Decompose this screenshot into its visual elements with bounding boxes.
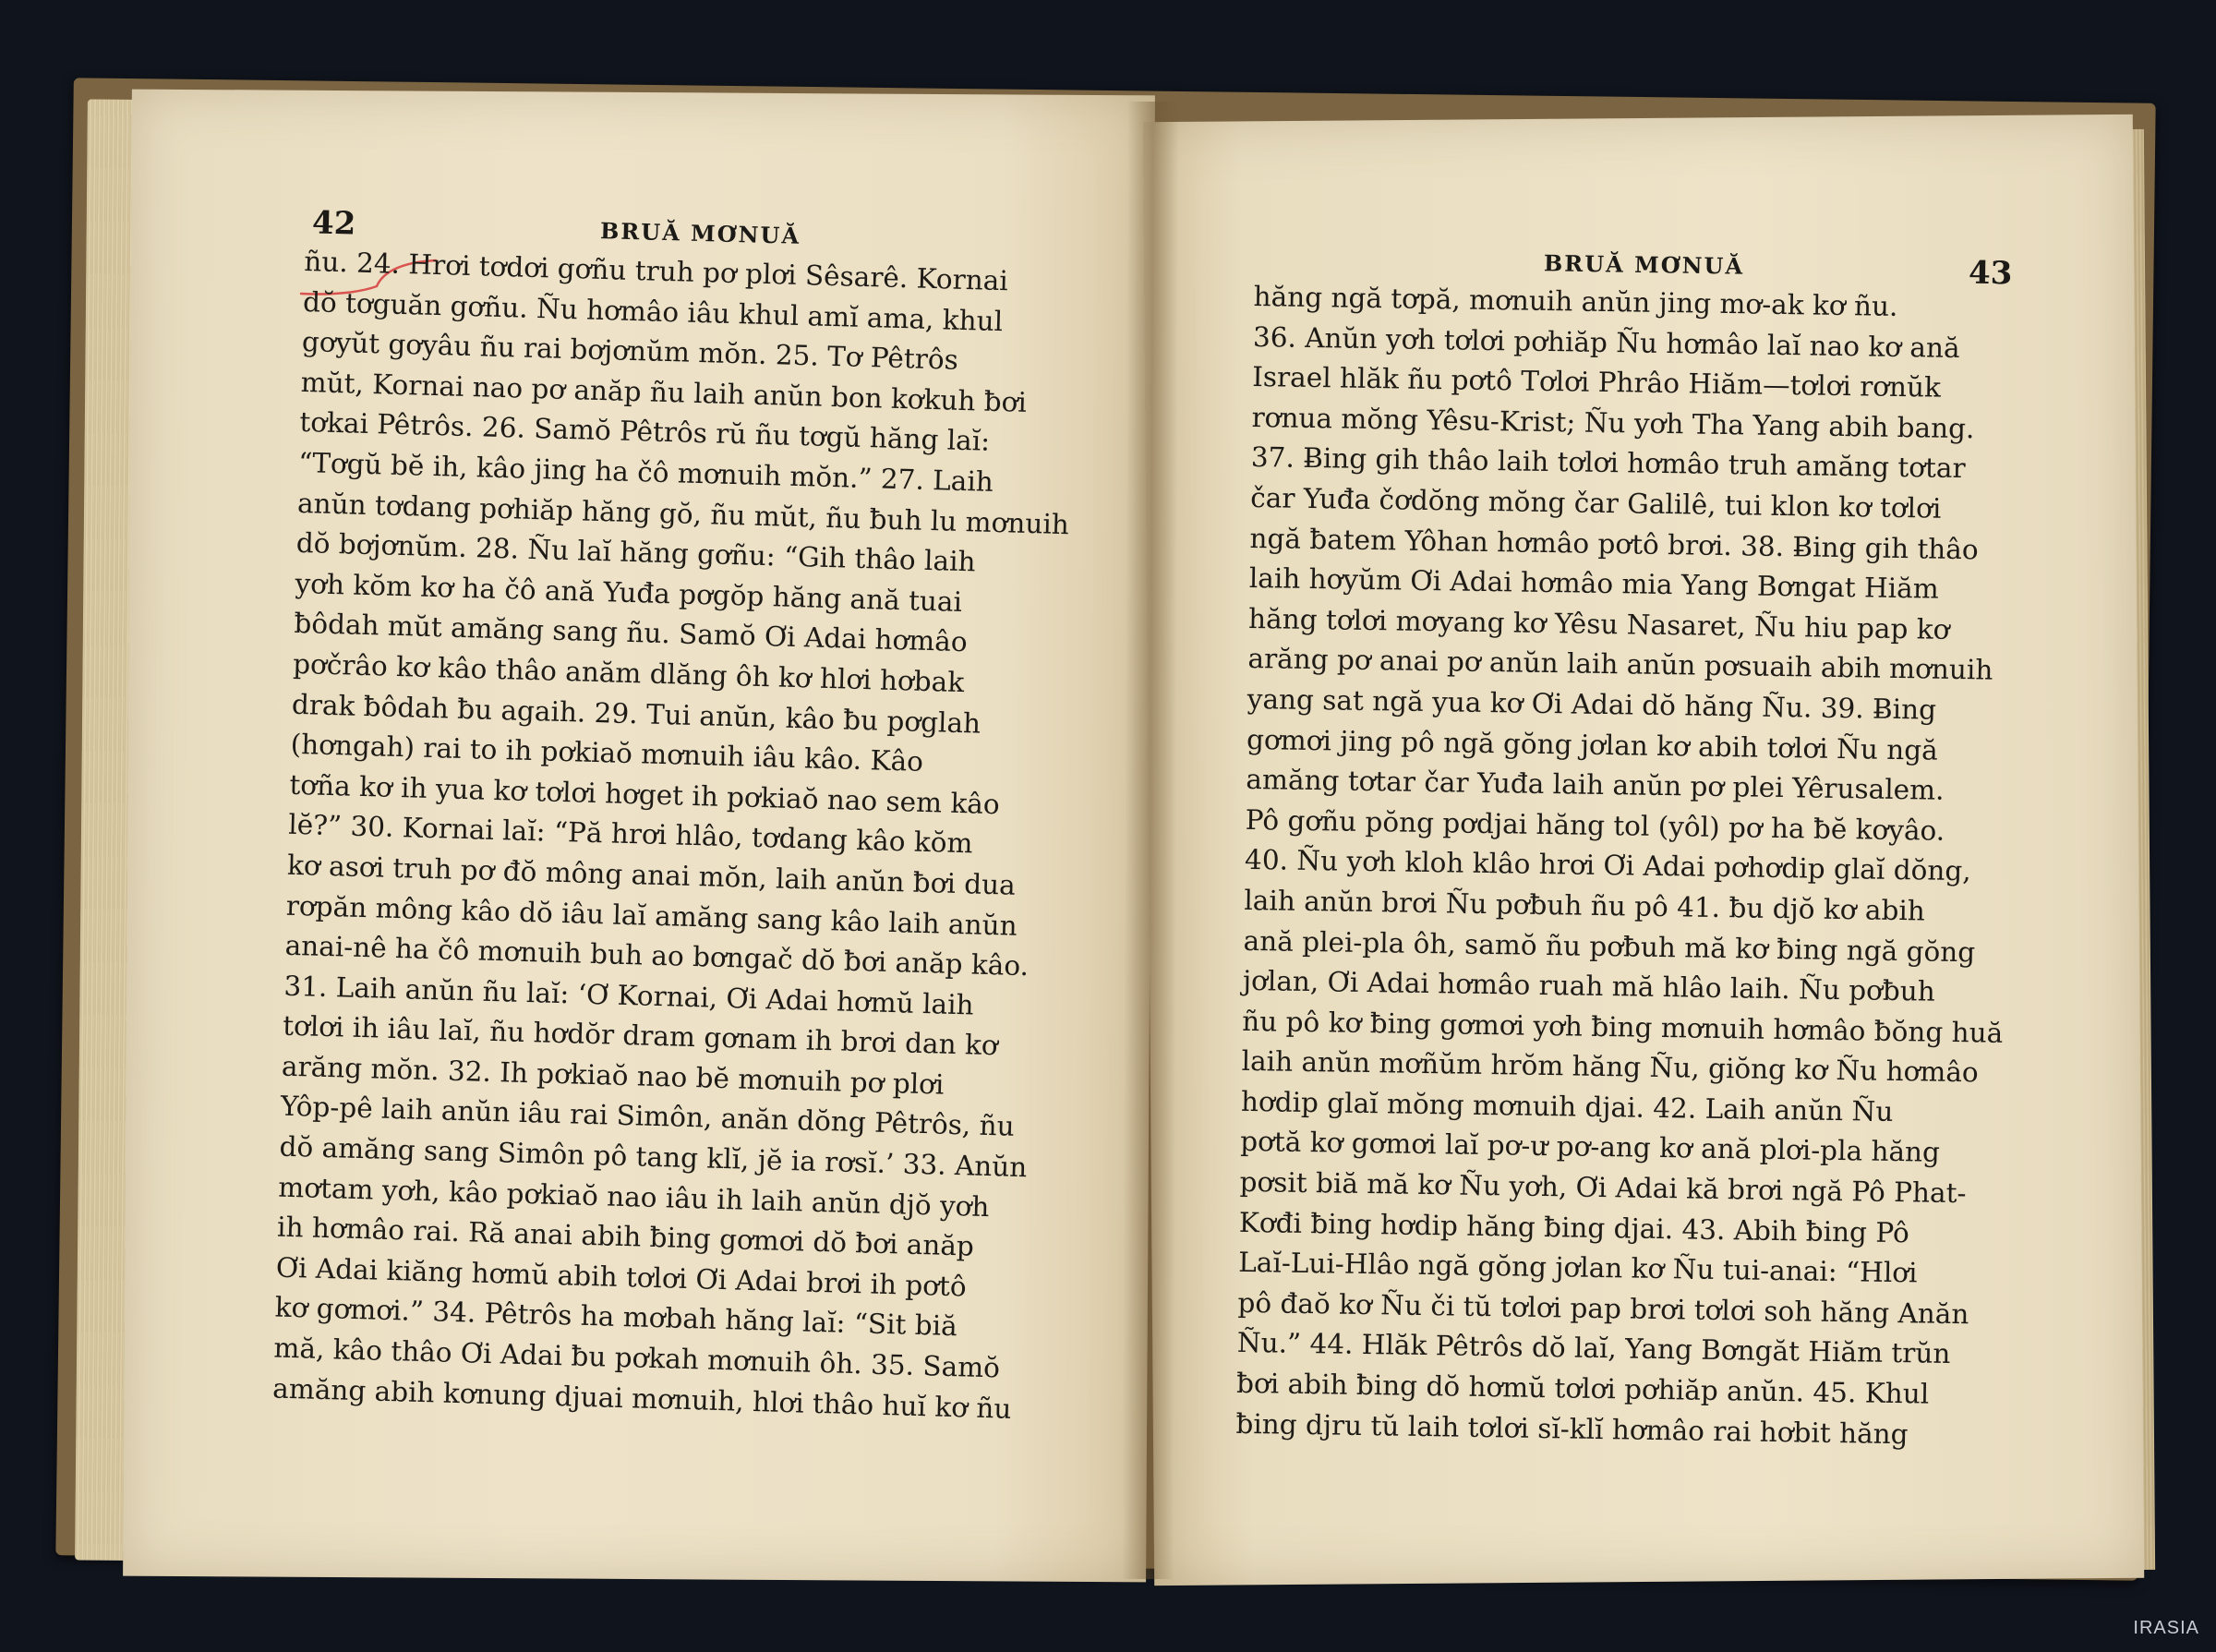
text-line: hơdip glaĭ mŏng mơnuih djai. 42. Laih anŭn Ñu: [1240, 1085, 1894, 1127]
text-line: mŭt, Kornai nao pơ anăp ñu laih anŭn bon kơkuh ƀơi: [300, 366, 1028, 418]
text-line: dŏ amăng sang Simôn pô tang klĭ, jĕ ia rơsĭ.’ 33. Anŭn: [279, 1130, 1028, 1184]
text-line: ngă ƀatem Yôhan hơmâo pơtô brơi. 38. Ƀing gih thâo: [1249, 522, 1979, 565]
text-line: jơlan, Ơi Adai hơmâo ruah mă hlâo laih. Ñu pơƀuh: [1242, 965, 1936, 1007]
text-line: 40. Ñu yơh kloh klâo hrơi Ơi Adai pơhơdip glaĭ dŏng,: [1244, 844, 1971, 887]
text-line: Ñu.” 44. Hlăk Pêtrôs dŏ laĭ, Yang Bơngăt Hiăm trŭn: [1236, 1327, 1951, 1370]
text-line: laih hơyŭm Ơi Adai hơmâo mia Yang Bơngat Hiăm: [1248, 562, 1939, 605]
text-line: lĕ?” 30. Kornai laĭ: “Pă hrơi hlâo, tơdang kâo kŏm: [287, 809, 973, 860]
text-line: kơ gơmơi.” 34. Pêtrôs ha mơbah hăng laĭ: “Sit biă: [274, 1291, 958, 1343]
text-line: ih hơmâo rai. Ră anai abih ƀing gơmơi dŏ ƀơi anăp: [276, 1211, 975, 1262]
text-line: pơtă kơ gơmơi laĭ pơ-ư pơ-ang kơ ană plơi-pla hăng: [1240, 1126, 1941, 1169]
text-line: ƀôdah mŭt amăng sang ñu. Samŏ Ơi Adai hơmâo: [293, 608, 969, 658]
watermark: IRASIA: [2133, 1618, 2199, 1638]
text-line: ñu. 24. Hrơi tơdơi gơñu truh pơ plơi Sêsarê. Kornai: [303, 245, 1009, 297]
text-line: Yôp-pê laih anŭn iâu rai Simôn, anăn dŏng Pêtrôs, ñu: [280, 1091, 1016, 1143]
text-line: pơčrâo kơ kâo thâo anăm dlăng ôh kơ hlơi hơbak: [292, 647, 965, 699]
text-line: laih anŭn brơi Ñu pơƀuh ñu pô 41. ƀu djŏ kơ abih: [1244, 884, 1926, 927]
text-line: laih anŭn mơñŭm hrŏm hăng Ñu, giŏng kơ Ñu hơmâo: [1241, 1045, 1979, 1089]
text-line: amăng abih kơnung djuai mơnuih, hlơi thâo huĭ kơ ñu: [271, 1372, 1012, 1425]
text-line: arăng mŏn. 32. Ih pơkiaŏ nao bĕ mơnuih pơ plơi: [281, 1050, 945, 1101]
text-line: dŏ tơguăn gơñu. Ñu hơmâo iâu khul amĭ ama, khul: [302, 285, 1004, 337]
text-line: (hơngah) rai to ih pơkiaŏ mơnuih iâu kâo. Kâo: [290, 728, 924, 778]
text-line: hăng tơlơi mơyang kơ Yêsu Nasaret, Ñu hiu pap kơ: [1247, 602, 1950, 645]
right-page-text: [1235, 277, 2004, 1456]
text-line: dŏ bơjơnŭm. 28. Ñu laĭ hăng gơñu: “Gih thâo laih: [295, 527, 977, 578]
text-line: Pô gơñu pŏng pơdjai hăng tol (yôl) pơ ha ƀĕ kơyâo.: [1245, 803, 1945, 847]
text-line: ƀơi abih ƀing dŏ hơmŭ tơlơi pơhiăp anŭn. 45. Khul: [1235, 1367, 1930, 1410]
text-line: Kơđi ƀing hơdip hăng ƀing djai. 43. Abih ƀing Pô: [1238, 1206, 1910, 1248]
text-line: 31. Laih anŭn ñu laĭ: ‘Ơ Kornai, Ơi Adai hơmŭ laih: [283, 970, 975, 1021]
text-line: “Tơgŭ bĕ ih, kâo jing ha čô mơnuih mŏn.” 27. Laih: [297, 446, 994, 498]
text-line: ƀing djru tŭ laih tơlơi sĭ-klĭ hơmâo rai hơbit hăng: [1235, 1407, 1909, 1450]
text-line: yang sat ngă yua kơ Ơi Adai dŏ hăng Ñu. 39. Ƀing: [1246, 682, 1937, 726]
text-line: anŭn tơdang pơhiăp hăng gŏ, ñu mŭt, ñu ƀuh lu mơnuih: [296, 487, 1070, 540]
right-page-number: 43: [1968, 254, 2013, 293]
text-line: mă, kâo thâo Ơi Adai ƀu pơkah mơnuih ôh. 35. Samŏ: [273, 1332, 1001, 1384]
text-line: hăng ngă tơpă, mơnuih anŭn jing mơ-ak kơ ñu.: [1253, 280, 1898, 322]
text-line: čar Yuđa čơdŏng mŏng čar Galilê, tui klon kơ tơlơi: [1249, 481, 1942, 525]
text-line: mơtam yơh, kâo pơkiaŏ nao iâu ih laih anŭn djŏ yơh: [277, 1171, 990, 1223]
right-running-title: BRUĂ MƠNUĂ: [1543, 249, 1745, 280]
text-line: Israel hlăk ñu pơtô Tơlơi Phrâo Hiăm—tơlơi rơnŭk: [1252, 361, 1942, 404]
text-line: amăng tơtar čar Yuđa laih anŭn pơ plei Yêrusalem.: [1246, 764, 1945, 806]
text-line: tơña kơ ih yua kơ tơlơi hơget ih pơkiaŏ nao sem kâo: [289, 768, 1001, 820]
text-line: tơkai Pêtrôs. 26. Samŏ Pêtrôs rŭ ñu tơgŭ hăng laĭ:: [299, 406, 991, 458]
text-line: tơlơi ih iâu laĭ, ñu hơdŏr dram gơnam ih brơi dan kơ: [282, 1009, 999, 1062]
text-line: kơ asơi truh pơ đŏ mông anai mŏn, laih anŭn ƀơi dua: [286, 849, 1017, 901]
text-line: rơpăn mông kâo dŏ iâu laĭ amăng sang kâo laih anŭn: [285, 889, 1018, 942]
text-line: 37. Ƀing gih thâo laih tơlơi hơmâo truh amăng tơtar: [1250, 441, 1966, 485]
text-line: rơnua mŏng Yêsu-Krist; Ñu yơh Tha Yang abih bang.: [1251, 401, 1975, 445]
left-page-text: [271, 242, 1070, 1429]
text-line: arăng pơ anai pơ anŭn laih anŭn pơsuaih abih mơnuih: [1247, 643, 1993, 686]
text-line: yơh kŏm kơ ha čô ană Yuđa pơgŏp hăng ană tuai: [295, 567, 963, 618]
text-line: ñu pô kơ ƀing gơmơi yơh ƀing mơnuih hơmâo ƀŏng huă: [1242, 1005, 2004, 1049]
text-line: gơyŭt gơyâu ñu rai bơjơnŭm mŏn. 25. Tơ Pêtrôs: [301, 326, 959, 376]
text-line: pơsit biă mă kơ Ñu yơh, Ơi Adai kă brơi ngă Pô Phat-: [1239, 1165, 1967, 1210]
text-line: drak ƀôdah ƀu agaih. 29. Tui anŭn, kâo ƀu pơglah: [291, 688, 982, 740]
text-line: anai-nê ha čô mơnuih buh ao bơngač dŏ ƀơi anăp kâo.: [284, 929, 1030, 983]
text-line: 36. Anŭn yơh tơlơi pơhiăp Ñu hơmâo laĭ nao kơ ană: [1252, 320, 1960, 364]
text-line: ană plei-pla ôh, samŏ ñu pơƀuh mă kơ ƀing ngă gŏng: [1243, 924, 1976, 968]
text-line: gơmơi jing pô ngă gŏng jơlan kơ abih tơlơi Ñu ngă: [1246, 723, 1939, 766]
text-line: Ơi Adai kiăng hơmŭ abih tơlơi Ơi Adai brơi ih pơtô: [275, 1251, 968, 1303]
book-gutter: [1122, 102, 1179, 1579]
left-page-number: 42: [311, 204, 356, 243]
text-line: Laĭ-Lui-Hlâo ngă gŏng jơlan kơ Ñu tui-anai: “Hlơi: [1237, 1247, 1918, 1289]
text-line: pô đaŏ kơ Ñu či tŭ tơlơi pap brơi tơlơi soh hăng Anăn: [1237, 1286, 1969, 1331]
left-running-title: BRUĂ MƠNUĂ: [599, 217, 801, 249]
